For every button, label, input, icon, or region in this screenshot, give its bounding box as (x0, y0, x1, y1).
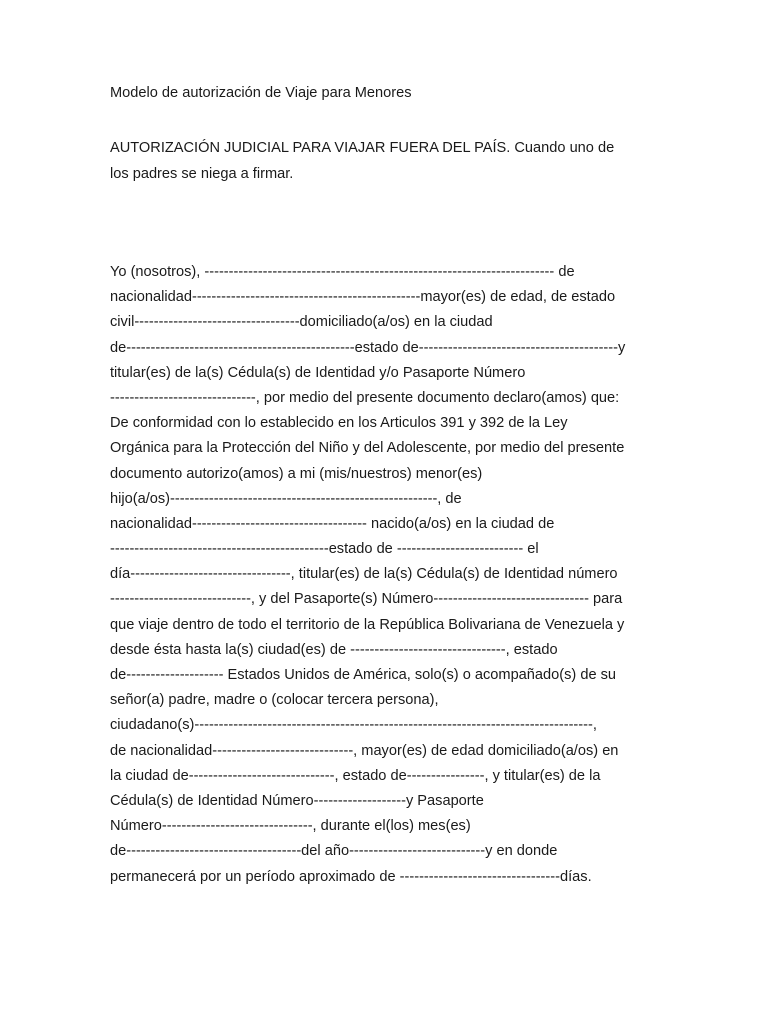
body-line: la ciudad de------------------------------, estado de----------------, y titular(es) de la (110, 767, 601, 784)
body-line: nacionalidad-----------------------------------------------mayor(es) de edad, de estado (110, 289, 616, 306)
body-line: día---------------------------------, titular(es) de la(s) Cédula(s) de Identidad número (110, 566, 618, 583)
body-line: De conformidad con lo establecido en los Articulos 391 y 392 de la Ley (110, 415, 568, 432)
body-line: titular(es) de la(s) Cédula(s) de Identidad y/o Pasaporte Número (110, 364, 526, 381)
subtitle-line: AUTORIZACIÓN JUDICIAL PARA VIAJAR FUERA DEL PAÍS. Cuando uno de (110, 140, 615, 156)
body-line: Yo (nosotros), ------------------------------------------------------------------------ de (110, 264, 575, 280)
body-line: permanecerá por un período aproximado de ---------------------------------días. (110, 868, 592, 885)
body-line: desde ésta hasta la(s) ciudad(es) de --------------------------------, estado (110, 641, 558, 658)
body-line: de------------------------------------del año----------------------------y en donde (110, 843, 558, 860)
body-line: civil----------------------------------domiciliado(a/os) en la ciudad (110, 314, 493, 331)
body-line: ------------------------------, por medio del presente documento declaro(amos) que: (110, 389, 620, 406)
body-line: de-------------------- Estados Unidos de América, solo(s) o acompañado(s) de su (110, 667, 617, 683)
body-line: Orgánica para la Protección del Niño y del Adolescente, por medio del presente (110, 440, 625, 457)
body-line: que viaje dentro de todo el territorio de la República Bolivariana de Venezuela y (110, 616, 625, 633)
body-line: hijo(a/os)-------------------------------------------------------, de (110, 490, 462, 507)
document-title: Modelo de autorización de Viaje para Menores (110, 85, 412, 101)
body-line: señor(a) padre, madre o (colocar tercera persona), (110, 692, 439, 709)
document-body (110, 260, 625, 890)
body-line: nacionalidad------------------------------------ nacido(a/os) en la ciudad de (110, 515, 555, 532)
body-line: ciudadano(s)----------------------------------------------------------------------------------, (110, 717, 597, 734)
body-line: de-----------------------------------------------estado de-----------------------------------------y (110, 339, 626, 356)
body-line: de nacionalidad-----------------------------, mayor(es) de edad domiciliado(a/os) en (110, 742, 619, 759)
body-line: documento autorizo(amos) a mi (mis/nuestros) menor(es) (110, 465, 483, 482)
body-line: ---------------------------------------------estado de -------------------------- el (110, 541, 539, 558)
body-line: -----------------------------, y del Pasaporte(s) Número-------------------------------- para (110, 591, 623, 608)
body-line: Cédula(s) de Identidad Número-------------------y Pasaporte (110, 792, 484, 809)
body-line: Número-------------------------------, durante el(los) mes(es) (110, 818, 471, 835)
subtitle-line: los padres se niega a firmar. (110, 166, 294, 182)
document-subtitle (110, 135, 614, 187)
